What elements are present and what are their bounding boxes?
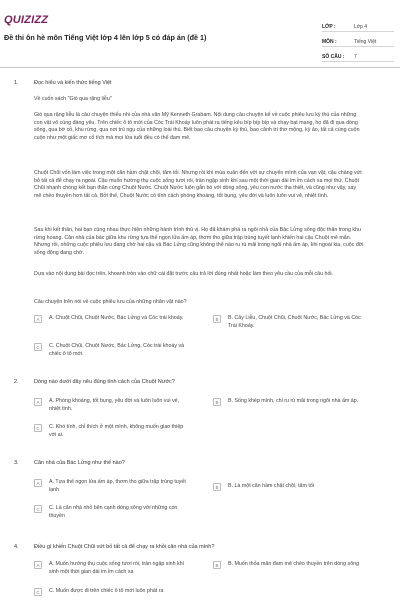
option-letter-box: A: [34, 398, 42, 406]
option-letter-box: B: [213, 315, 221, 323]
meta-label: MÔN :: [322, 39, 337, 45]
meta-value: 7: [354, 54, 357, 60]
option-letter-box: C: [34, 343, 42, 351]
option-text: C. Muốn được đi trên chiếc ô tô mới luôn phát ra: [49, 588, 164, 594]
passage-paragraph: Chuột Chũi vốn làm việc trong một căn hầm chật chội, tăm tối. Nhưng rồi khi mùa xuân đến với sự chuyển mình của vạn vật, cậu chàng vứt bỏ tất cả để chạy ra ngoài. Cậu muốn hướng thụ cuộc sống tươi rói, tràn ngập sinh khí sau một thời gian dài im ỉm cách xa mọi thứ. Chuột Chũi nhanh chóng kết bạn thân cùng Chuột Nước. Chuột Nước luôn gắn bó với dòng sông, yêu con nước tha thiết, và cũng như vậy, say mê chèo thuyền hơn tất cả. Bởi thế, Chuột Nước có tính cách phóng khoáng, tốt bụng, yêu đời và luôn luôn vui vẻ, nhiệt tình.: [34, 170, 362, 199]
option-text: A. Phóng khoáng, tốt bụng, yêu đời và luôn luôn vui vẻ, nhiệt tình.: [49, 398, 180, 412]
passage-instruction: Dựa vào nội dung bài đọc trên, khoanh tròn vào chữ cái đặt trước câu trả lời đúng nhất hoặc làm theo yêu cầu của mỗi câu hỏi.: [34, 271, 334, 277]
meta-row-class: [322, 17, 394, 32]
meta-row-subject: [322, 32, 394, 47]
question-text: Căn nhà của Bác Lửng như thế nào?: [34, 460, 125, 466]
option-text: C. Khó tính, chỉ thích ở một mình, không muốn giao thiệp với ai.: [49, 424, 184, 438]
meta-row-count: [322, 47, 394, 62]
option-letter-box: B: [213, 398, 221, 406]
question-number: 1.: [14, 80, 19, 86]
question-text: Điều gì khiến Chuột Chũi vứt bỏ tất cả để chạy ra khỏi căn nhà của mình?: [34, 544, 215, 550]
option-text: C. Là căn nhà nhỏ bên cạnh dòng sông với những con thuyền: [49, 505, 178, 519]
passage-paragraph: Gió qua rặng liễu là câu chuyện thiếu nhi của nhà văn Mỹ Kenneth Grabam. Nội dung câu chuyện kể về cuộc phiêu lưu kỳ thú của những con vật vô cùng đáng yêu. Trên chiếc ô tô mới của Cóc Trái Khoáy luôn phát ra tiếng kêu bíp bíp bíp và chạy bạt mạng, họ đã đi qua dòng sông, qua bờ cỏ, khu rừng, qua nơi trú ngụ của những loài thú. Biết bao câu chuyện kỳ thú, bao cảnh trí thơ mộng, kỳ ảo, tất cả cùng cuộn cuộn như một giấc mơ cổ tích mà mọi lứa tuổi đều có thể đam mê.: [34, 112, 360, 141]
option-letter-box: C: [34, 505, 42, 513]
worksheet-title: Đề thi ôn hè môn Tiếng Việt lớp 4 lên lớp 5 có đáp án (đề 1): [4, 33, 207, 42]
passage-paragraph: Sau khi kết thân, hai bạn cùng nhau thực hiện những hành trình thú vị. Họ đã khám phá ra ngôi nhà của Bác Lửng sống độc thân trong khu rừng hoang. Căn nhà của bác giữa khu rừng tựa thế ngọn lửa ấm áp, thơm tho giữa trập trùng tuyết lạnh khiến hai cậu Chuột mê mẩn. Nhưng rồi, những cuộc phiêu lưu đang chờ hai cậu và Bác Lửng cũng không thể nào ru rú mãi trong ngôi nhà ấm áp, khi ngoài kia, cuộc đời sống động đang chờ.: [34, 227, 364, 256]
option-letter-box: A: [34, 479, 42, 487]
option-letter-box: A: [34, 561, 42, 569]
option-letter-box: B: [213, 483, 221, 491]
option-text: B. Sống khép mình, chỉ ru rú mãi trong ngôi nhà ấm áp.: [228, 398, 359, 404]
option-text: A. Chuột Chũi, Chuột Nước, Bác Lửng và Cóc trái khoáy.: [49, 315, 184, 321]
meta-label: LỚP :: [322, 24, 336, 30]
option-text: A. Tựa thế ngọn lửa ấm áp, thơm tho giữa trập trùng tuyết lạnh: [49, 479, 186, 493]
meta-value: Lớp 4: [354, 24, 368, 30]
option-text: C. Chuột Chũi, Chuột Nước, Bác Lửng, Cóc trái khoáy và chiếc ô tô mới.: [49, 343, 185, 357]
question-prompt: Câu chuyện trên nói về cuộc phiêu lưu của những nhân vật nào?: [34, 299, 187, 305]
question-text: Dòng nào dưới đây nêu đúng tính cách của Chuột Nước?: [34, 379, 175, 385]
passage-heading: Về cuốn sách "Gió qua rặng liễu": [34, 96, 112, 102]
meta-value: Tiếng Việt: [354, 39, 377, 45]
option-letter-box: B: [213, 561, 221, 569]
question-number: 4.: [14, 544, 19, 550]
question-text: Đọc hiểu và kiến thức tiếng Việt: [34, 80, 112, 86]
meta-label: SỐ CÂU :: [322, 54, 345, 60]
option-text: A. Muốn hướng thụ cuộc sống tươi rói, tràn ngập sinh khí sinh một thời gian dài im ỉm cách xa: [49, 561, 185, 575]
quizizz-logo: QUIZIZZ: [4, 14, 49, 26]
question-number: 3.: [14, 460, 19, 466]
worksheet-meta: [322, 17, 394, 62]
header-divider: [0, 67, 400, 68]
worksheet-header: [0, 0, 400, 68]
question-number: 2.: [14, 379, 19, 385]
option-text: B. Là một căn hầm chật chội, tăm tối: [228, 483, 314, 489]
option-text: B. Cây Liễu, Chuột Chũi, Chuột Nước, Bác Lửng và Cóc Trái Khoáy.: [228, 315, 361, 329]
option-letter-box: C: [34, 424, 42, 432]
option-letter-box: C: [34, 588, 42, 596]
option-letter-box: A: [34, 315, 42, 323]
option-text: B. Muốn thỏa mãn đam mê chèo thuyền trên dòng sông: [228, 561, 360, 567]
